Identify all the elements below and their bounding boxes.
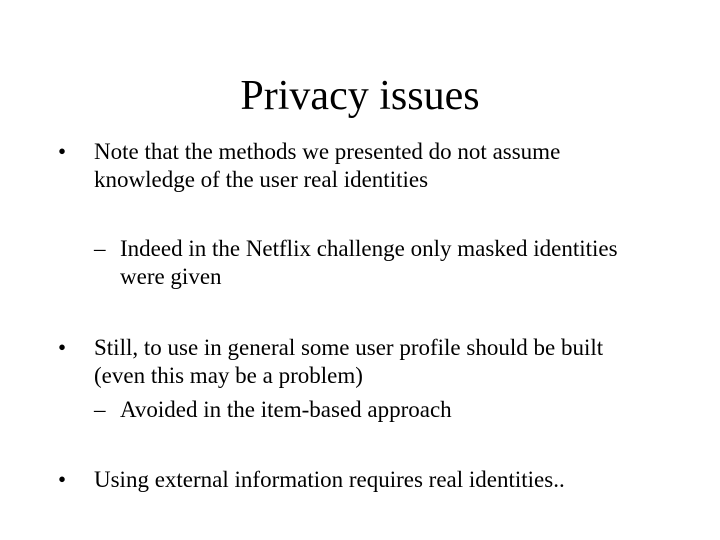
bullet-icon: • [58, 335, 67, 360]
bullet-2-line-2: (even this may be a problem) [94, 363, 363, 388]
sub-bullet-1-line-1: Indeed in the Netflix challenge only masked identities [120, 236, 618, 261]
bullet-2-line-1: Still, to use in general some user profile should be built [94, 335, 604, 360]
dash-icon: – [94, 236, 106, 261]
bullet-icon: • [58, 467, 67, 492]
sub-bullet-2-line-1: Avoided in the item-based approach [120, 397, 452, 422]
bullet-1-line-2: knowledge of the user real identities [94, 167, 429, 192]
bullet-1-line-1: Note that the methods we presented do not assume [94, 139, 561, 164]
slide-title: Privacy issues [240, 73, 480, 119]
sub-bullet-1-line-2: were given [120, 264, 222, 289]
bullet-3-line-1: Using external information requires real identities.. [94, 467, 565, 492]
bullet-icon: • [58, 139, 67, 164]
dash-icon: – [94, 397, 106, 422]
